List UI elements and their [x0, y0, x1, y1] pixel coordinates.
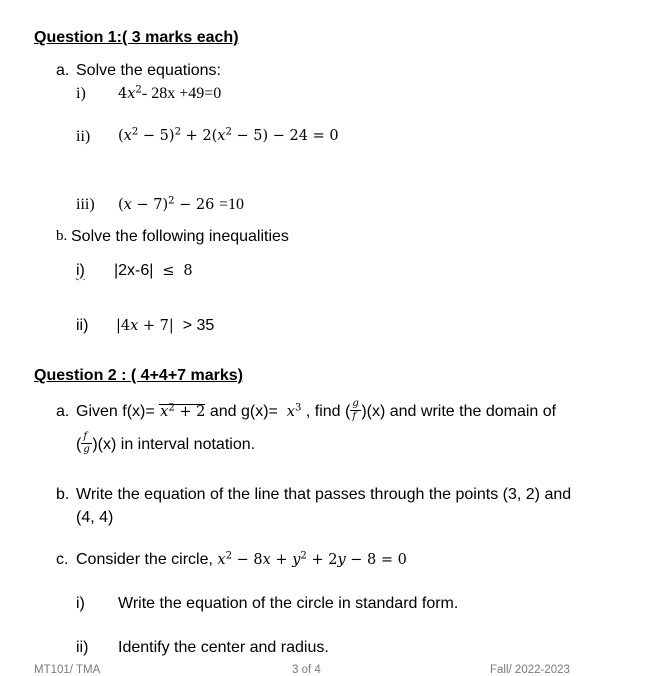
q2c-marker: c. [56, 551, 69, 568]
q1a-iii-tail: =10 [219, 196, 245, 213]
q1a-iii-label: iii) [76, 196, 95, 213]
q1b-i-label: i) [76, 262, 85, 279]
q2a-marker: a. [56, 403, 70, 420]
q1b-ii-label: ii) [76, 317, 89, 334]
fraction-g-over-f: $\frac{g}{f}$ [350, 403, 361, 419]
q2b-line2: (4, 4) [76, 509, 114, 526]
q1-heading: Question 1:( 3 marks each) [34, 29, 239, 46]
q2c-ii-text: Identify the center and radius. [118, 639, 329, 656]
q2c-text: Consider the circle, $x^2 - 8x + y^2 + 2y - 8 = 0$ [76, 550, 407, 568]
q2c-i-text: Write the equation of the circle in standard form. [118, 595, 459, 612]
q1a-i-rest: - 28x +49=0 [141, 85, 222, 102]
q1a-ii-label: ii) [76, 128, 91, 145]
q2c-ii-label: ii) [76, 639, 89, 656]
q1a-text: Solve the equations: [76, 62, 221, 79]
q2a-line2: ( $\frac{f}{g}$ )(x) in interval notation. [76, 431, 256, 455]
q1a-iii-equation: $(x - 7)^2 - 26 =10$ [118, 195, 245, 213]
q1a-i-equation: $4x^2-$ 28x +49=0 [118, 84, 222, 102]
q1a-marker: a. [56, 62, 70, 79]
footer-term: Fall/ 2022-2023 [490, 664, 570, 676]
q2b-marker: b. [56, 486, 70, 503]
fraction-f-over-g: $\frac{f}{g}$ [81, 436, 92, 452]
q2a-line1: Given $f(x)= x^2 + 2$ and $g(x)= x^3$ , find ( $\frac{g}{f}$ )(x) and write the domain of [76, 398, 557, 422]
q1b-i-rhs: 8 [183, 263, 193, 279]
footer-course: MT101/ TMA [34, 664, 101, 676]
footer-page-number: 3 of 4 [292, 664, 321, 676]
q2-heading: Question 2 : ( 4+4+7 marks) [34, 367, 243, 384]
q1b-text: Solve the following inequalities [71, 228, 289, 245]
q1b-ii-inequality: |4x + 7| > 35 [116, 317, 215, 334]
q1b-ii-rhs: > 35 [182, 317, 215, 334]
q1b-i-inequality: |2x-6| ≤ 8 [114, 262, 193, 279]
q1a-ii-equation: $(x^2 - 5)^2 + 2(x^2 - 5) - 24 = 0$ [118, 126, 339, 144]
q1b-marker: b. [56, 228, 68, 244]
q1a-i-label: i) [76, 85, 86, 102]
q2c-i-label: i) [76, 595, 85, 612]
q2b-line1: Write the equation of the line that passes through the points (3, 2) and [76, 486, 572, 503]
q1b-i-expr: |2x-6| [114, 262, 154, 279]
